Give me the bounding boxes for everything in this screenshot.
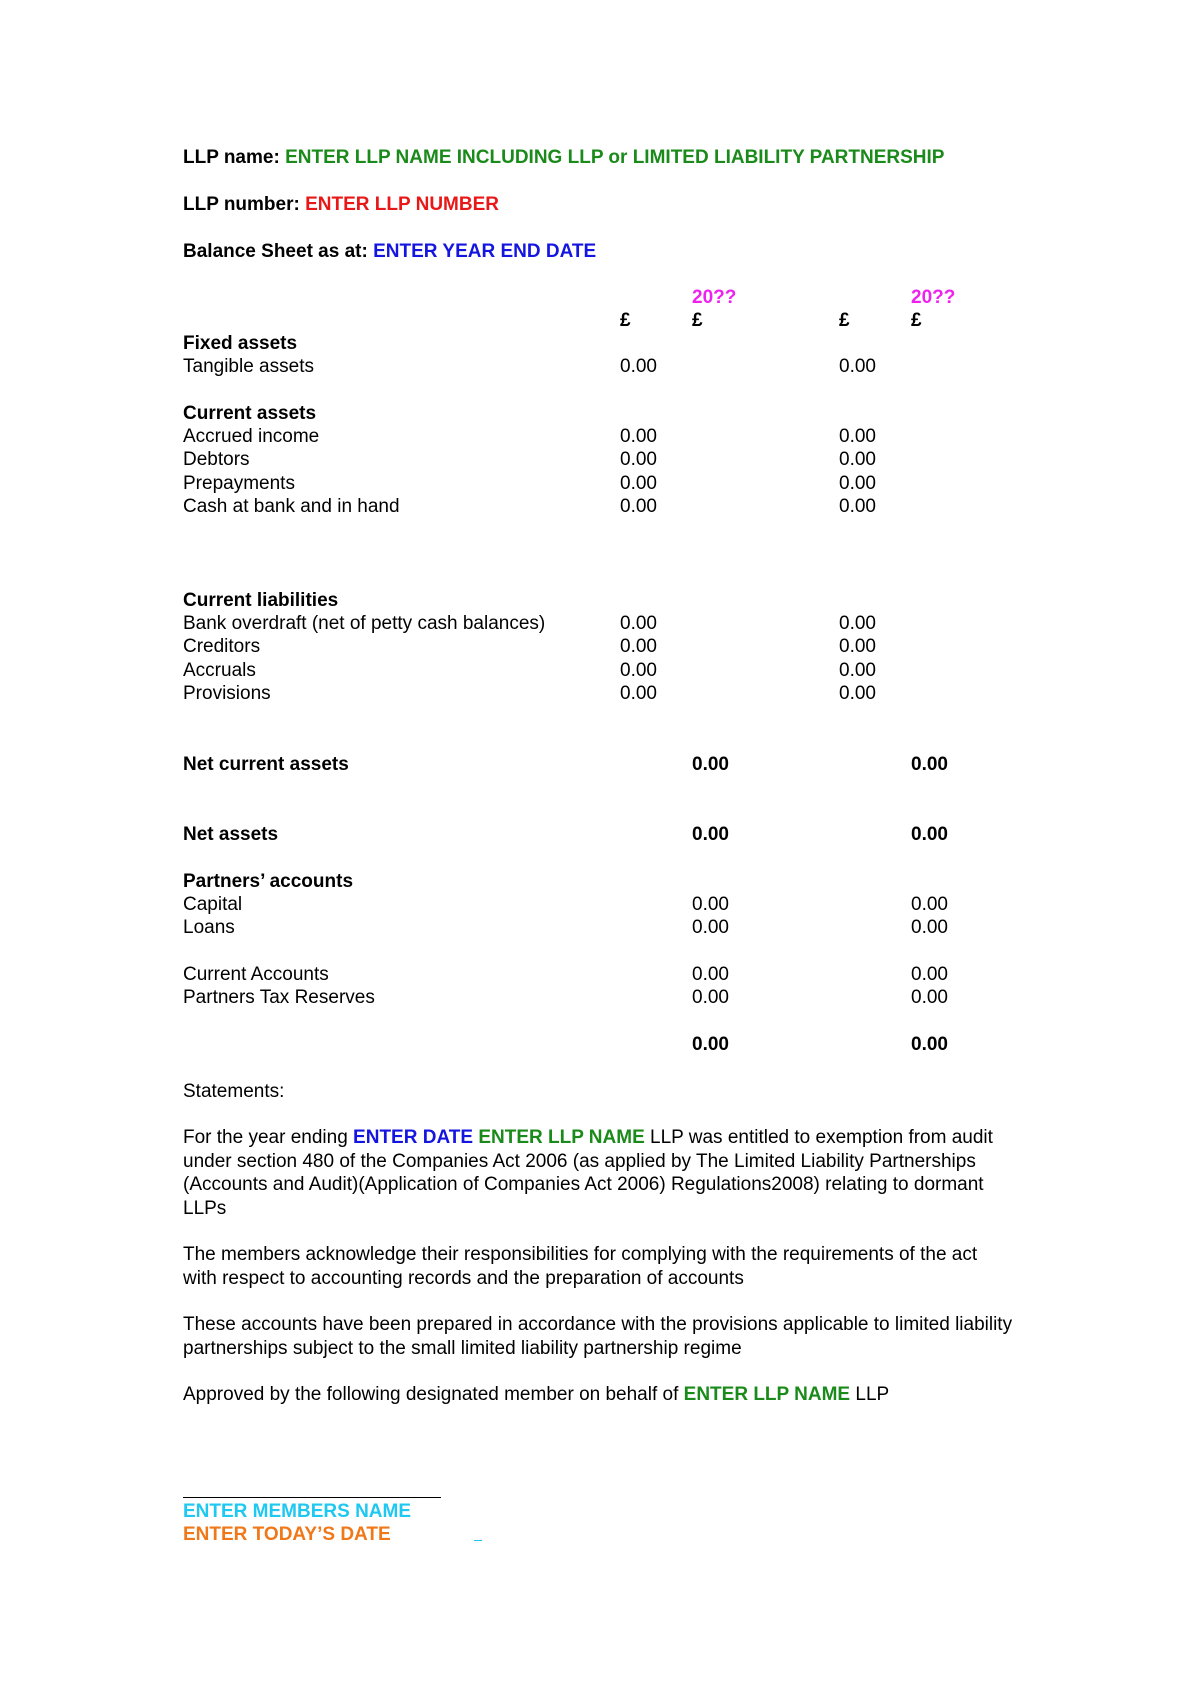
provisions-y1: 0.00 <box>620 683 657 704</box>
partners-tax-reserves-y1: 0.00 <box>692 987 729 1008</box>
currency-header-1b: £ <box>692 310 703 331</box>
statement-1-llp-name: ENTER LLP NAME <box>478 1127 645 1148</box>
net-current-assets-y1: 0.00 <box>692 754 729 775</box>
year-2-header: 20?? <box>911 287 956 308</box>
accruals-label: Accruals <box>183 660 256 681</box>
statements-heading: Statements: <box>183 1081 285 1102</box>
prepayments-y1: 0.00 <box>620 473 657 494</box>
capital-y2: 0.00 <box>911 894 948 915</box>
creditors-y1: 0.00 <box>620 636 657 657</box>
llp-name-line <box>183 146 944 169</box>
loans-y1: 0.00 <box>692 917 729 938</box>
net-assets-y2: 0.00 <box>911 824 948 845</box>
accruals-y1: 0.00 <box>620 660 657 681</box>
accrued-income-y2: 0.00 <box>839 426 876 447</box>
bank-overdraft-y2: 0.00 <box>839 613 876 634</box>
year-1-header: 20?? <box>692 287 737 308</box>
cash-at-bank-y2: 0.00 <box>839 496 876 517</box>
cash-at-bank-y1: 0.00 <box>620 496 657 517</box>
tangible-assets-y1: 0.00 <box>620 356 657 377</box>
capital-label: Capital <box>183 894 243 915</box>
members-name: ENTER MEMBERS NAME <box>183 1501 412 1522</box>
cash-at-bank-label: Cash at bank and in hand <box>183 496 400 517</box>
llp-number-value: ENTER LLP NUMBER <box>305 194 499 215</box>
statement-4-text-a: Approved by the following designated member on behalf of <box>183 1384 684 1405</box>
statement-paragraph-3: These accounts have been prepared in accordance with the provisions applicable to limited liability partnerships subject to the small limited liability partnership regime <box>183 1314 1013 1359</box>
creditors-label: Creditors <box>183 636 261 657</box>
debtors-y1: 0.00 <box>620 449 657 470</box>
current-accounts-y1: 0.00 <box>692 964 729 985</box>
net-current-assets-label: Net current assets <box>183 754 349 775</box>
debtors-y2: 0.00 <box>839 449 876 470</box>
currency-header-1a: £ <box>620 310 631 331</box>
provisions-y2: 0.00 <box>839 683 876 704</box>
tangible-assets-y2: 0.00 <box>839 356 876 377</box>
partners-total-y2: 0.00 <box>911 1034 948 1055</box>
loans-label: Loans <box>183 917 235 938</box>
todays-date: ENTER TODAY’S DATE <box>183 1524 391 1545</box>
partners-total-y1: 0.00 <box>692 1034 729 1055</box>
loans-y2: 0.00 <box>911 917 948 938</box>
fixed-assets-heading: Fixed assets <box>183 333 298 354</box>
statement-1-text-a: For the year ending <box>183 1127 354 1148</box>
llp-number-label: LLP number: <box>183 194 300 215</box>
debtors-label: Debtors <box>183 449 250 470</box>
accrued-income-label: Accrued income <box>183 426 320 447</box>
llp-name-label: LLP name: <box>183 147 280 168</box>
net-assets-y1: 0.00 <box>692 824 729 845</box>
net-current-assets-y2: 0.00 <box>911 754 948 775</box>
tangible-assets-label: Tangible assets <box>183 356 314 377</box>
statement-1-text-b: LLP was entitled to exemption from audit under section 480 of the Companies Act 2006 (as applied by The Limited Liability Partnerships (Accounts and Audit)(Application of Companies Act 2006) Regulations2008) relating to dormant LLPs <box>183 1127 993 1219</box>
current-accounts-y2: 0.00 <box>911 964 948 985</box>
accruals-y2: 0.00 <box>839 660 876 681</box>
statement-paragraph-2: The members acknowledge their responsibilities for complying with the requirements of the act with respect to accounting records and the preparation of accounts <box>183 1244 978 1289</box>
provisions-label: Provisions <box>183 683 271 704</box>
signature-line <box>183 1497 441 1498</box>
statement-4-llp-name: ENTER LLP NAME <box>683 1384 851 1405</box>
prepayments-y2: 0.00 <box>839 473 876 494</box>
balance-sheet-date-line <box>183 240 596 263</box>
current-accounts-label: Current Accounts <box>183 964 329 985</box>
partners-tax-reserves-label: Partners Tax Reserves <box>183 987 375 1008</box>
statement-4-text-b: LLP <box>850 1384 890 1405</box>
balance-sheet-date-value: ENTER YEAR END DATE <box>373 241 597 262</box>
bank-overdraft-label: Bank overdraft (net of petty cash balances) <box>183 613 546 634</box>
balance-sheet-label: Balance Sheet as at: <box>183 241 368 262</box>
currency-header-2b: £ <box>911 310 922 331</box>
currency-header-2a: £ <box>839 310 850 331</box>
underline-mark <box>474 1540 482 1541</box>
statement-paragraph-1 <box>183 1126 1013 1220</box>
statement-1-date: ENTER DATE <box>353 1127 474 1148</box>
accrued-income-y1: 0.00 <box>620 426 657 447</box>
current-assets-heading: Current assets <box>183 403 317 424</box>
partners-tax-reserves-y2: 0.00 <box>911 987 948 1008</box>
creditors-y2: 0.00 <box>839 636 876 657</box>
partners-accounts-heading: Partners’ accounts <box>183 871 354 892</box>
prepayments-label: Prepayments <box>183 473 295 494</box>
llp-number-line <box>183 193 499 216</box>
llp-name-value: ENTER LLP NAME INCLUDING LLP or LIMITED LIABILITY PARTNERSHIP <box>285 147 945 168</box>
current-liabilities-heading: Current liabilities <box>183 590 339 611</box>
capital-y1: 0.00 <box>692 894 729 915</box>
bank-overdraft-y1: 0.00 <box>620 613 657 634</box>
net-assets-label: Net assets <box>183 824 279 845</box>
statement-paragraph-4 <box>183 1383 1013 1407</box>
